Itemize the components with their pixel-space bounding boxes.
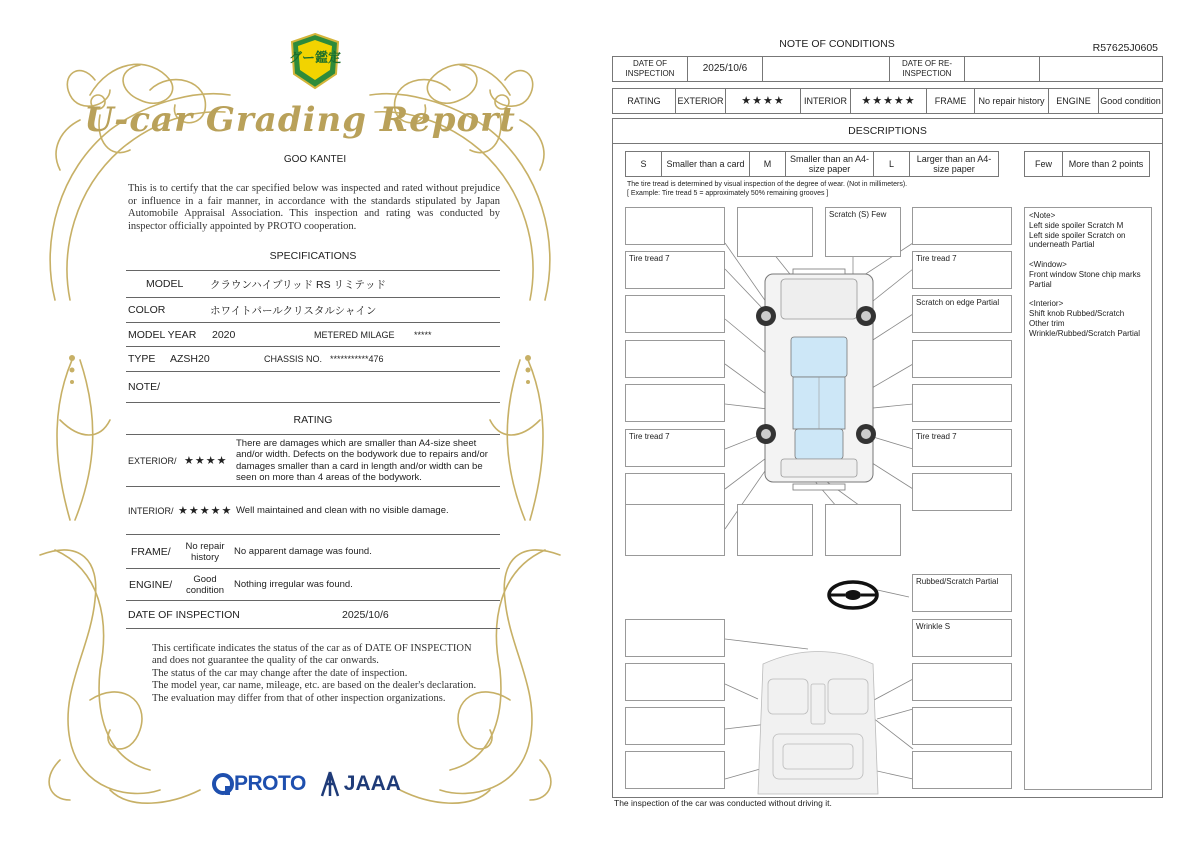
goo-kantei-badge [288, 32, 342, 90]
panel-note-line: Left side spoiler Scratch M [1029, 220, 1124, 230]
footer-line: The evaluation may differ from that of other inspection organizations. [152, 692, 446, 704]
exterior-label: EXTERIOR/ [128, 455, 177, 466]
rating-engine-row [126, 569, 500, 601]
badge-label: グー鑑定 [288, 51, 342, 66]
callout-box [625, 207, 725, 245]
frame-text: No apparent damage was found. [234, 546, 372, 557]
inspection-date-row [126, 601, 500, 629]
type-label: TYPE [128, 353, 156, 365]
report-id: R57625J0605 [1092, 42, 1158, 54]
note-footer: The inspection of the car was conducted without driving it. [614, 798, 832, 808]
note-of-conditions [612, 30, 1164, 820]
engine-value: Good condition [185, 573, 225, 596]
exterior-stars: ★★★★ [184, 455, 228, 467]
rating-exterior-row [126, 435, 500, 487]
note-label: NOTE/ [128, 381, 161, 393]
engine-label: ENGINE [1049, 89, 1099, 114]
frame-value: No repair history [185, 540, 225, 563]
date-inspection-value: 2025/10/6 [688, 57, 763, 82]
callout-box [912, 207, 1012, 245]
callout-tire-rl: Tire tread 7 [625, 429, 725, 467]
exterior-stars: ★★★★ [726, 89, 801, 114]
panel-note-line: Left side spoiler Scratch on underneath Partial [1029, 230, 1126, 250]
jaaa-logo [320, 771, 401, 797]
callout-box [912, 473, 1012, 511]
exterior-text: There are damages which are smaller than A4-size sheet and/or width. Defects on the bodywork due to repairs and/or damages smaller than a card in length and/or width can be seen on more than 4 areas of the bodywork. [236, 437, 488, 483]
exterior-label: EXTERIOR [676, 89, 726, 114]
callout-box [625, 751, 725, 789]
panel-note-head: <Note> [1029, 211, 1056, 220]
cert-title: U-car Grading Report [84, 100, 516, 140]
tread-note-line: [ Example: Tire tread 5 = approximately 50% remaining grooves ] [627, 190, 829, 197]
engine-value: Good condition [1099, 89, 1163, 114]
legend-s-text: Smaller than a card [662, 152, 750, 177]
legend-few: Few [1025, 152, 1063, 177]
callout-box [625, 504, 725, 556]
frame-label: FRAME [927, 89, 975, 114]
footer-line: The model year, car name, mileage, etc. are based on the dealer's declaration. [152, 680, 477, 692]
model-year-label: MODEL YEAR [128, 328, 197, 341]
metered-value: ***** [414, 329, 432, 340]
rating-frame-row [126, 535, 500, 569]
interior-text: Well maintained and clean with no visible damage. [236, 505, 449, 516]
panel-interior-line: Shift knob Rubbed/Scratch [1029, 308, 1125, 318]
panel-interior-line: Other trim [1029, 318, 1065, 328]
type-value: AZSH20 [170, 353, 210, 365]
frame-value: No repair history [975, 89, 1049, 114]
engine-text: Nothing irregular was found. [234, 579, 353, 590]
metered-label: METERED MILAGE [314, 329, 395, 340]
callout-wrinkle: Wrinkle S [912, 619, 1012, 657]
callout-tire-fr: Tire tread 7 [912, 251, 1012, 289]
tread-note-line: The tire tread is determined by visual inspection of the degree of wear. (Not in millimeters). [627, 181, 908, 188]
rating-heading: RATING [293, 414, 333, 426]
logos [212, 770, 401, 798]
model-label: MODEL [146, 278, 184, 290]
descriptions-panel [612, 118, 1163, 798]
proto-logo [212, 772, 306, 796]
legend-m-text: Smaller than an A4-size paper [786, 152, 874, 177]
descriptions-heading: DESCRIPTIONS [613, 119, 1162, 144]
rating-interior-row [126, 487, 500, 535]
callout-box [625, 384, 725, 422]
cert-subtitle: GOO KANTEI [283, 154, 347, 165]
empty-cell [1040, 57, 1163, 82]
proto-mark-icon [212, 772, 234, 796]
callout-box [737, 207, 813, 257]
callout-box [912, 707, 1012, 745]
callout-box [625, 340, 725, 378]
color-value: ホワイトパールクリスタルシャイン [210, 304, 377, 317]
specifications-heading: SPECIFICATIONS [269, 250, 357, 262]
footer-line: The status of the car may change after the date of inspection. [152, 667, 408, 679]
callout-tire-rr: Tire tread 7 [912, 429, 1012, 467]
interior-label: INTERIOR [801, 89, 851, 114]
cert-intro: This is to certify that the car specified below was inspected and rated without prejudice or influence in a fair manner, in accordance with the standards stipulated by Japan Automobile Appraisal Association. This inspection and rating was conducted by inspector officially appointed by PROTO cooperation. [128, 183, 500, 232]
legend-m: M [750, 152, 786, 177]
spec-note-row [126, 372, 500, 403]
callout-steering: Rubbed/Scratch Partial [912, 574, 1012, 612]
callout-box [825, 504, 901, 556]
cert-footer [152, 643, 482, 705]
model-value: クラウンハイブリッド RS リミテッド [210, 278, 387, 291]
inspection-date-label: DATE OF INSPECTION [128, 608, 240, 621]
rating-table [612, 88, 1163, 114]
interior-label: INTERIOR/ [128, 505, 174, 516]
steering-wheel-icon [829, 582, 877, 608]
callout-box [912, 384, 1012, 422]
empty-cell [763, 57, 890, 82]
frame-label: FRAME/ [131, 545, 171, 558]
spec-color-row [126, 298, 500, 323]
panel-interior-line: Wrinkle/Rubbed/Scratch Partial [1029, 328, 1141, 338]
chassis-label: CHASSIS NO. [264, 354, 323, 364]
callout-box [912, 751, 1012, 789]
callout-box [625, 295, 725, 333]
chassis-value: ***********476 [330, 354, 384, 364]
jaaa-logo-text: JAAA [343, 772, 401, 795]
reinspection-label: DATE OF RE-INSPECTION [890, 57, 965, 82]
rating-label: RATING [613, 89, 676, 114]
callout-scratch-few: Scratch (S) Few [825, 207, 901, 257]
legend-s: S [626, 152, 662, 177]
inspection-date-table [612, 56, 1163, 82]
empty-cell [965, 57, 1040, 82]
panel-interior-head: <Interior> [1029, 299, 1064, 309]
notes-panel [1024, 207, 1152, 790]
date-inspection-label: DATE OF INSPECTION [613, 57, 688, 82]
inspection-date-value: 2025/10/6 [342, 608, 389, 621]
spec-model-row [126, 271, 500, 298]
spec-type-row [126, 347, 500, 372]
spec-year-row [126, 323, 500, 347]
interior-stars: ★★★★★ [851, 89, 927, 114]
engine-label: ENGINE/ [129, 578, 173, 591]
interior-stars: ★★★★★ [178, 505, 233, 517]
callout-scratch-edge: Scratch on edge Partial [912, 295, 1012, 333]
footer-line: This certificate indicates the status of the car as of DATE OF INSPECTION and does not guarantee the quality of the car onwards. [152, 643, 472, 667]
callout-box [912, 340, 1012, 378]
callout-box [737, 504, 813, 556]
proto-logo-text: PROTO [234, 772, 306, 795]
callout-box [625, 663, 725, 701]
callout-tire-fl: Tire tread 7 [625, 251, 725, 289]
callout-box [625, 619, 725, 657]
car-top-view [756, 269, 876, 490]
panel-window-line: Front window Stone chip marks Partial [1029, 269, 1141, 289]
car-interior-view [758, 652, 878, 795]
callout-box [625, 707, 725, 745]
jaaa-mark-icon [320, 771, 340, 797]
note-title: NOTE OF CONDITIONS [779, 38, 895, 50]
callout-box [912, 663, 1012, 701]
legend-l: L [874, 152, 910, 177]
panel-window-head: <Window> [1029, 259, 1067, 269]
legend-l-text: Larger than an A4-size paper [910, 152, 999, 177]
color-label: COLOR [128, 304, 166, 316]
legend-few-text: More than 2 points [1063, 152, 1150, 177]
model-year-value: 2020 [212, 328, 236, 341]
